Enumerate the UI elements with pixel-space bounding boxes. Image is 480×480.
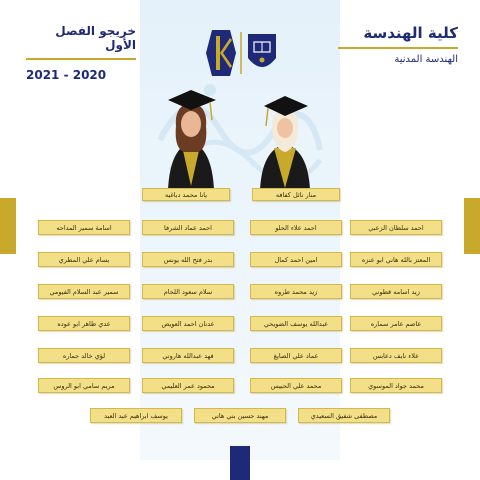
right-gold-tab: [464, 198, 480, 254]
faculty-header: [338, 24, 458, 65]
graduate-name-plate: مصطفى شفيق السعيدي: [298, 408, 390, 423]
graduate-name-plate: عاصم عامر سماره: [350, 316, 442, 331]
graduate-name-plate: محمود عمر العليمي: [142, 378, 234, 393]
graduate-name-plate: سمير عبد السلام الفيومي: [38, 284, 130, 299]
graduate-name-plate: عبدالله يوسف الضويحي: [250, 316, 342, 331]
graduate-name-plate: اسامة سمير المداحه: [38, 220, 130, 235]
graduate-name-plate: مريم سامي ابو الروس: [38, 378, 130, 393]
graduates-divider: [26, 58, 136, 60]
featured-name-plate: منار نائل كفافه: [252, 188, 340, 201]
faculty-logo-icon: [206, 30, 236, 76]
graduates-title: خريجو الفصل الأول: [55, 24, 136, 52]
graduate-name-plate: سلام سعود اللحام: [142, 284, 234, 299]
faculty-divider: [338, 47, 458, 49]
graduates-header: [26, 24, 136, 82]
faculty-title: كلية الهندسة: [363, 24, 458, 42]
featured-name-plate: يانا محمد دباغيه: [142, 188, 230, 201]
graduate-name-plate: المعتز بالله هاني ابو عنزه: [350, 252, 442, 267]
graduate-name-plate: زيد اسامه قطوني: [350, 284, 442, 299]
graduate-name-plate: لؤي خالد جماره: [38, 348, 130, 363]
graduate-name-plate: امين احمد كمال: [250, 252, 342, 267]
graduate-name-plate: فهد عبدالله هاروني: [142, 348, 234, 363]
page-number: 285: [229, 448, 251, 459]
academic-years: 2021 - 2020: [26, 68, 107, 82]
university-logos: [202, 28, 280, 78]
graduate-name-plate: بدر فتح الله يونس: [142, 252, 234, 267]
graduate-name-plate: بسام علي المطري: [38, 252, 130, 267]
graduate-name-plate: زيد محمد طروه: [250, 284, 342, 299]
graduate-name-plate: احمد علاء الحلو: [250, 220, 342, 235]
graduate-name-plate: يوسف ابراهيم عبد العبد: [90, 408, 182, 423]
graduate-name-plate: محمد علي الحبيس: [250, 378, 342, 393]
graduate-name-plate: علاء نايف دعابس: [350, 348, 442, 363]
left-gold-tab: [0, 198, 16, 254]
graduate-name-plate: محمد جواد الموسوي: [350, 378, 442, 393]
graduate-name-plate: مهند حسين بني هاني: [194, 408, 286, 423]
graduate-name-plate: احمد سلطان الزعبي: [350, 220, 442, 235]
graduate-photo-female-2: [252, 92, 318, 190]
university-crest-icon: [248, 34, 276, 67]
graduate-name-plate: عدنان احمد العويص: [142, 316, 234, 331]
graduate-name-plate: عدي ظاهر ابو عوده: [38, 316, 130, 331]
graduate-name-plate: عماد علي الصايغ: [250, 348, 342, 363]
graduate-name-plate: احمد عماد الشرفا: [142, 220, 234, 235]
graduate-photo-female-1: [158, 86, 224, 190]
department-name: الهندسة المدنية: [394, 54, 458, 65]
